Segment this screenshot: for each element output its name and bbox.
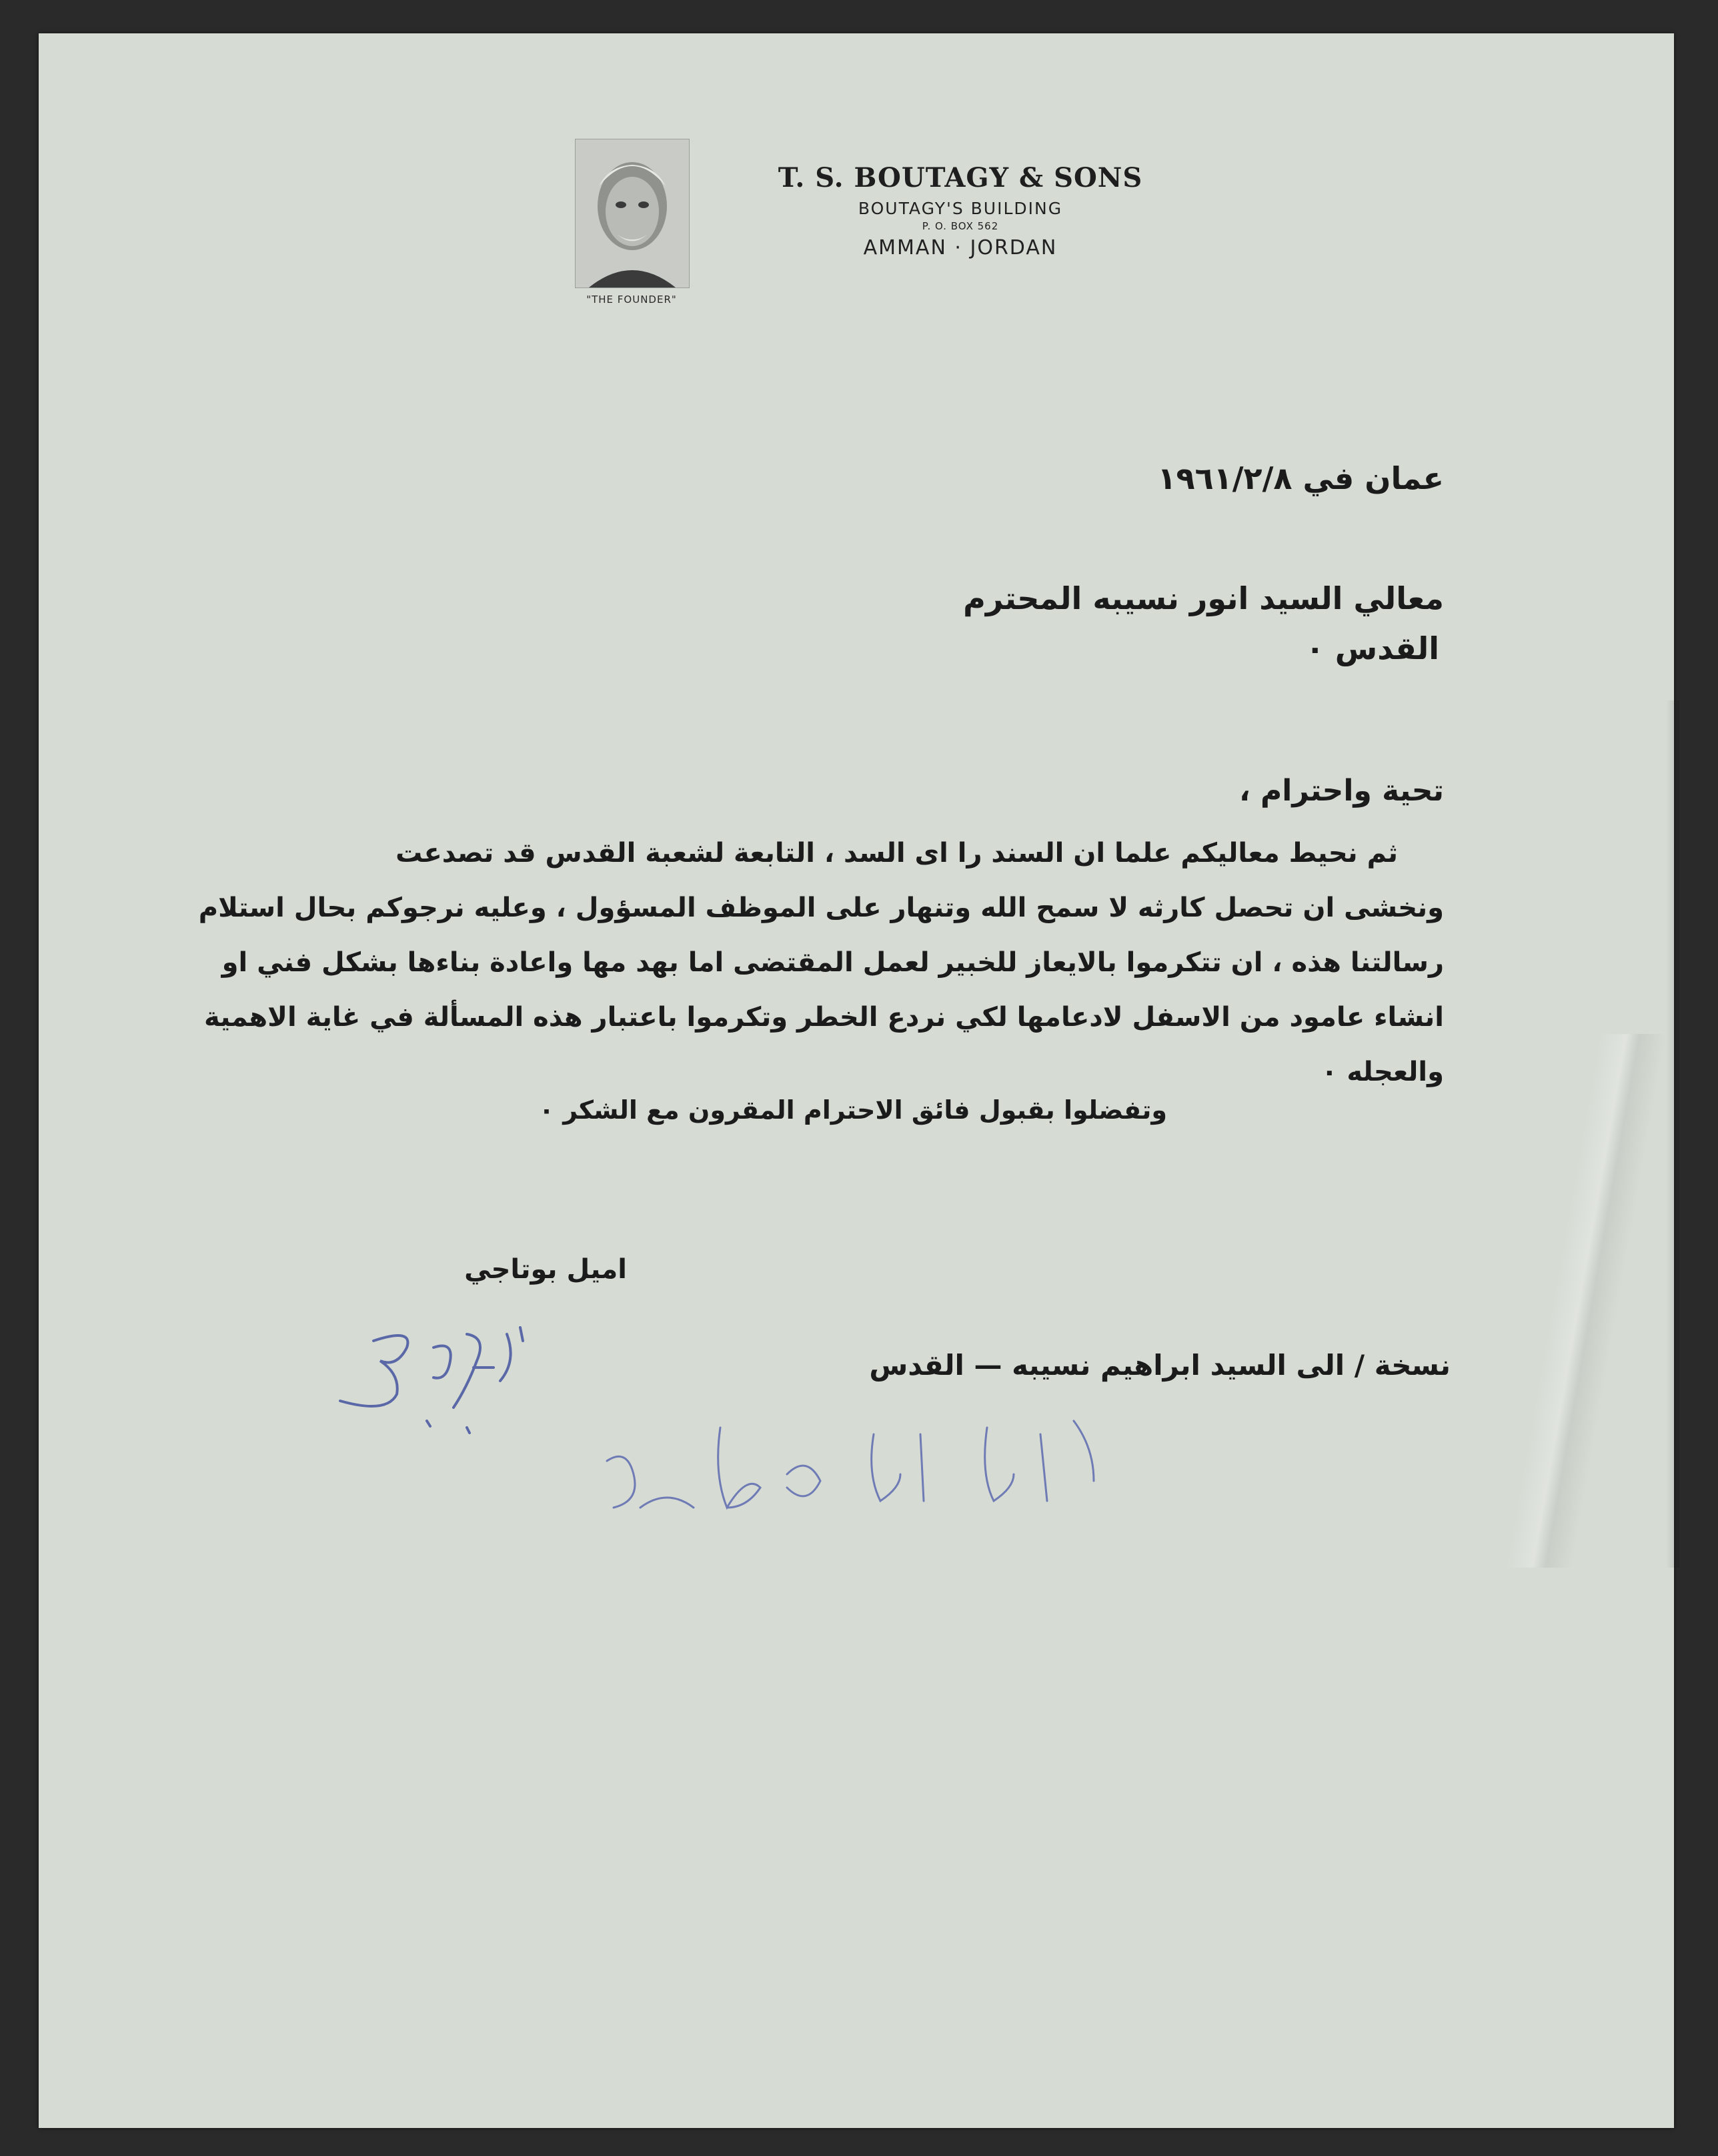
paper-crease xyxy=(1493,1034,1666,1568)
handwritten-annotation xyxy=(587,1408,1174,1528)
body-line: انشاء عامود من الاسفل لادعامها لكي نردع الخطر وتكرموا باعتبار هذه المسألة في غاية الاهمية xyxy=(204,1002,1444,1033)
building-name: BOUTAGY'S BUILDING xyxy=(858,199,1063,218)
greeting: تحية واحترام ، xyxy=(1238,774,1444,808)
addressee-city: القدس ٠ xyxy=(1305,630,1439,666)
portrait-caption: "THE FOUNDER" xyxy=(586,294,677,306)
copy-to-line: نسخة / الى السيد ابراهيم نسيبه — القدس xyxy=(869,1349,1451,1382)
founder-portrait-image xyxy=(576,139,689,288)
letter-date: عمان في ١٩٦١/٢/٨ xyxy=(1157,460,1444,496)
po-box: P. O. BOX 562 xyxy=(922,220,999,232)
letterhead-city: AMMAN · JORDAN xyxy=(863,236,1058,259)
addressee: معالي السيد انور نسيبه المحترم xyxy=(963,580,1444,616)
closing-line: وتفضلوا بقبول فائق الاحترام المقرون مع الشكر ٠ xyxy=(538,1095,1167,1125)
paper-fold-shadow xyxy=(1666,700,1679,1568)
body-line: ثم نحيط معاليكم علما ان السند را اى السد ، التابعة لشعبة القدس قد تصدعت xyxy=(395,838,1398,869)
body-line: والعجله ٠ xyxy=(1321,1057,1444,1087)
body-line: رسالتنا هذه ، ان تتكرموا بالايعاز للخبير لعمل المقتضى اما بهد مها واعادة بناءها بشكل فني او xyxy=(221,947,1444,978)
sender-name: اميل بوتاجي xyxy=(464,1254,627,1285)
founder-portrait xyxy=(575,139,690,288)
body-line: ونخشى ان تحصل كارثه لا سمح الله وتنهار على الموظف المسؤول ، وعليه نرجوكم بحال استلام xyxy=(198,893,1444,923)
company-name: T. S. BOUTAGY & SONS xyxy=(778,162,1143,193)
